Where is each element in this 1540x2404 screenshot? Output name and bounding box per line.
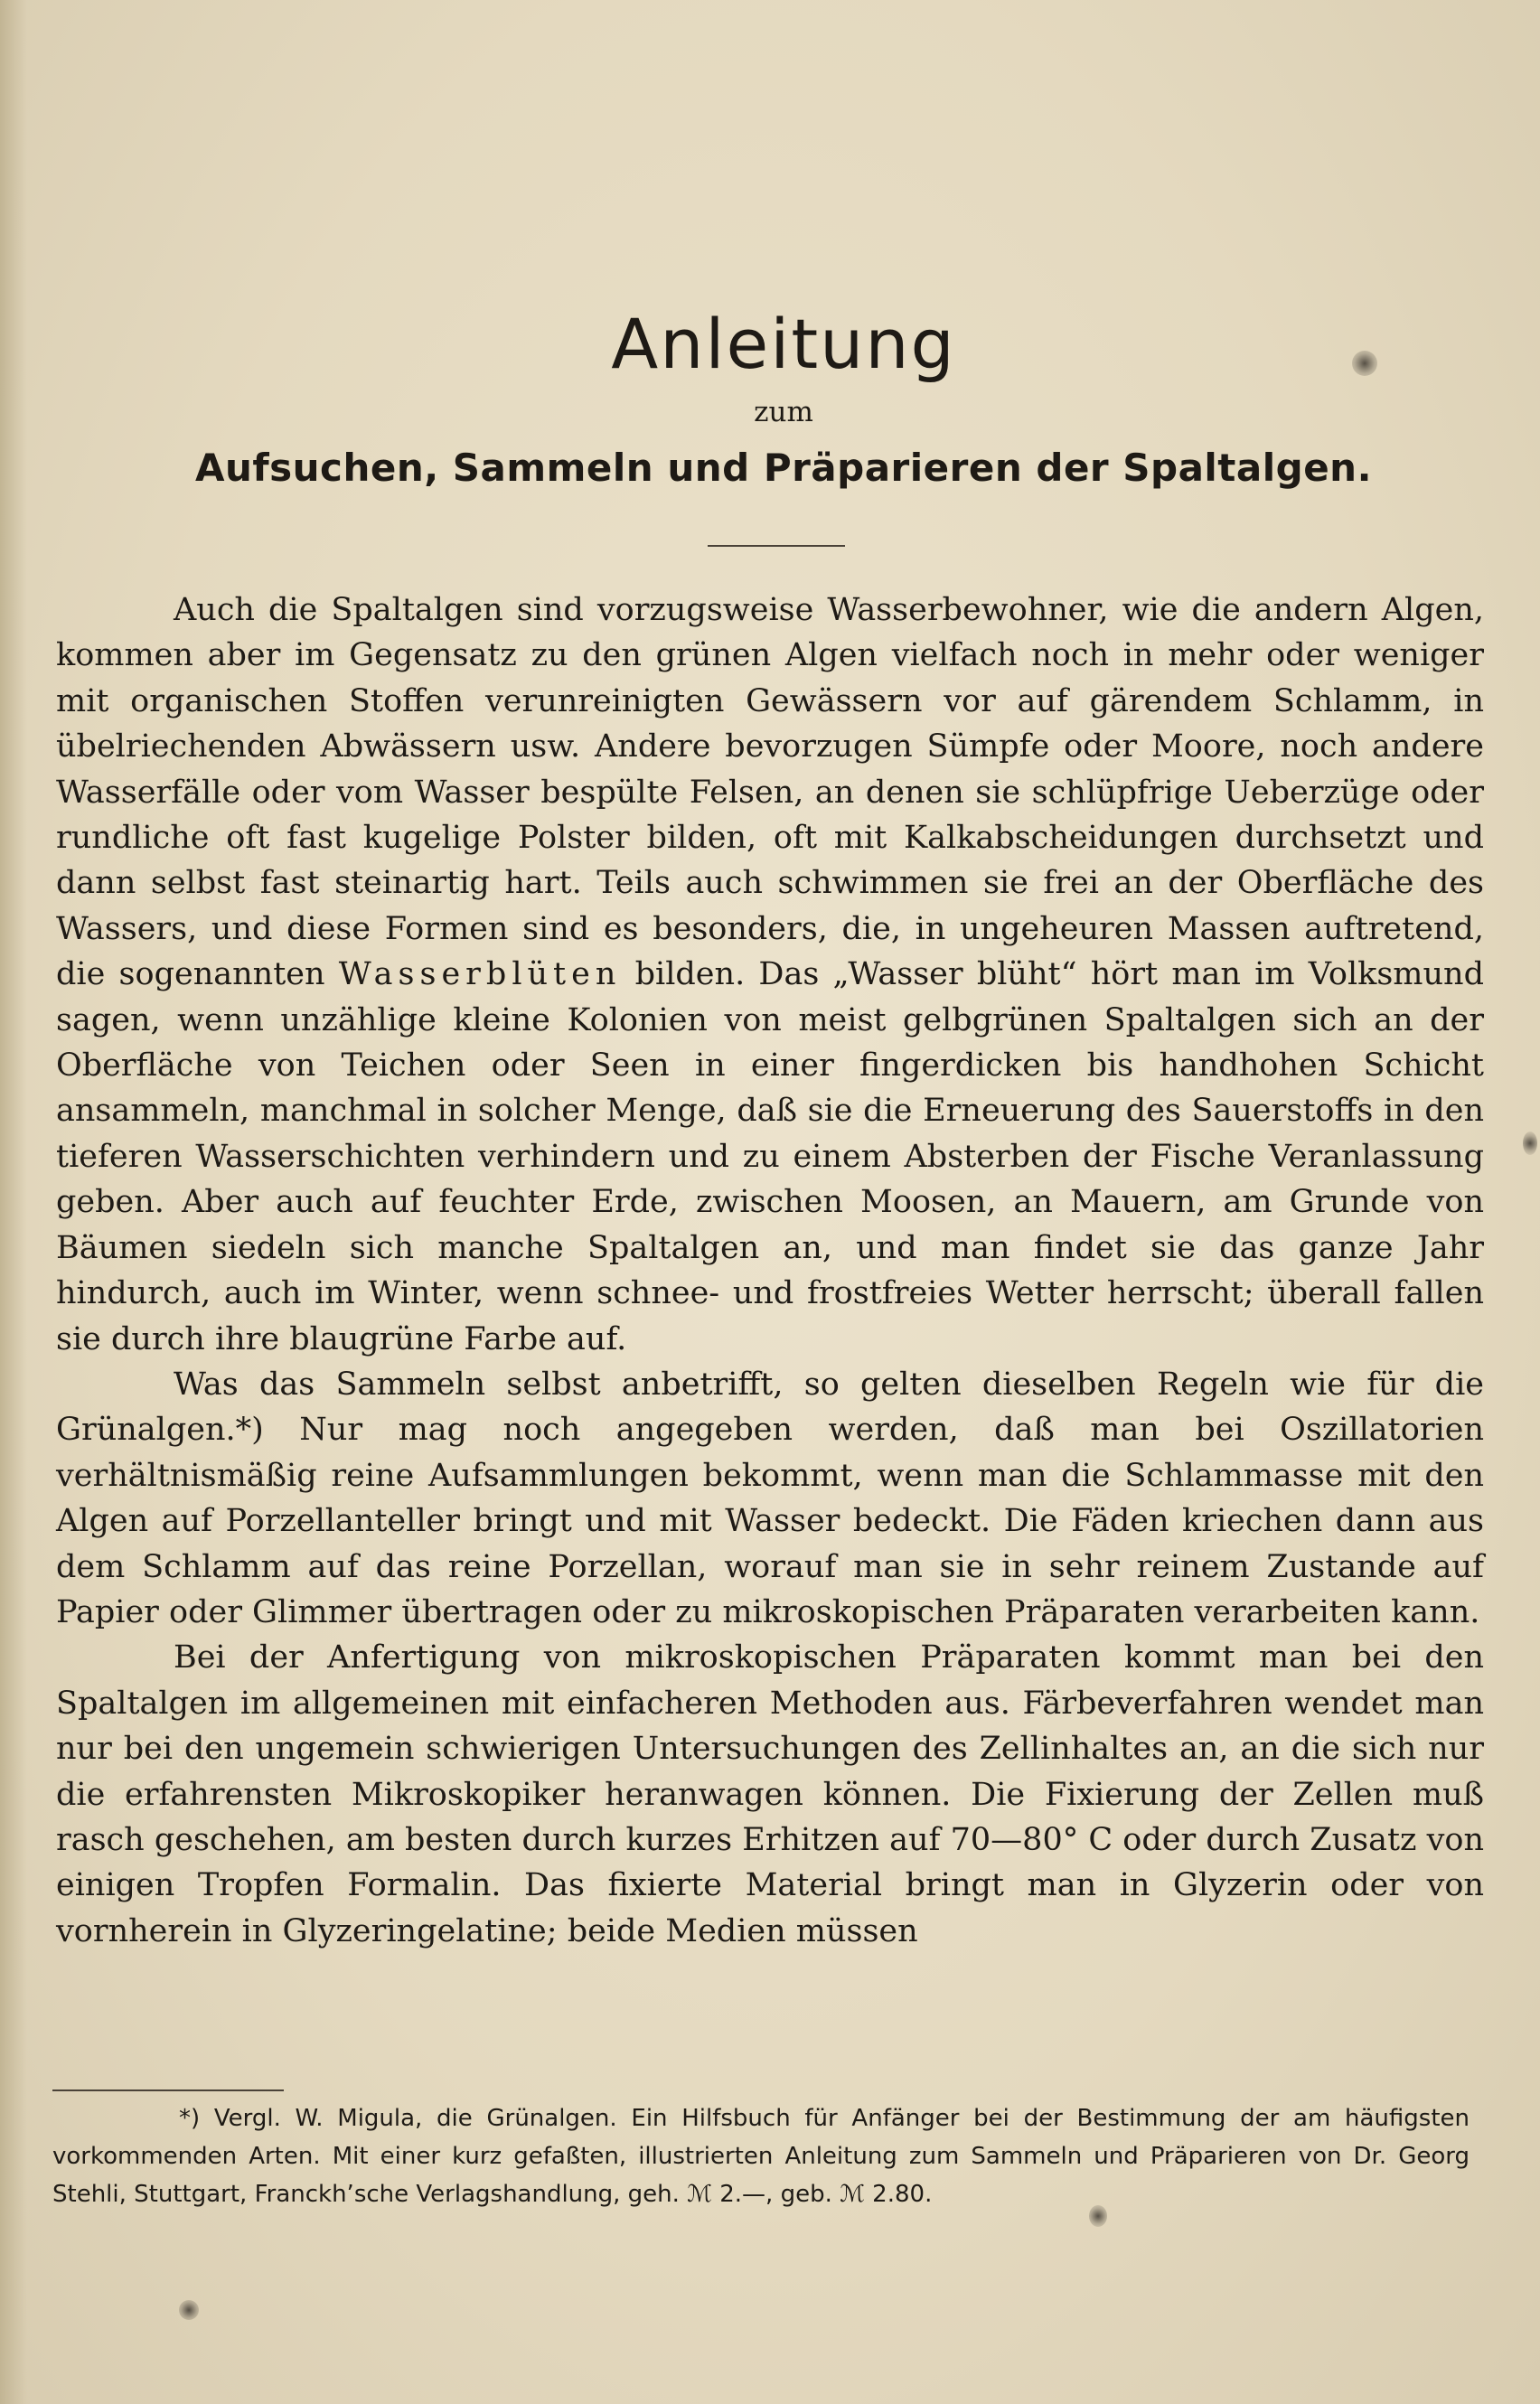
paragraph-1-text-start: Auch die Spaltalgen sind vorzugsweise Wasserbewohner, wie die andern Algen, kommen aber im Gegensatz zu den grünen Algen vielfach noch in mehr oder weniger mit organischen Stoffen verunreinigten Gewässern vor auf gärendem Schlamm, in übelriechenden Abwässern usw. Andere bevorzugen Sümpfe oder Moore, noch andere Wasserfälle oder vom Wasser bespülte Felsen, an denen sie schlüpfrige Ueberzüge oder rundliche oft fast kugelige Polster bilden, oft mit Kalkabscheidungen durchsetzt und dann selbst fast steinartig hart. Teils auch schwimmen sie frei an der Oberfläche des Wassers, und diese Formen sind es besonders, die, in ungeheuren Massen auftretend, die sogenannten	[56, 592, 1484, 993]
ink-spot	[1523, 1132, 1537, 1155]
title-divider	[708, 545, 845, 547]
paragraph-1	[56, 587, 1484, 1362]
paragraph-3: Bei der Anfertigung von mikroskopischen Präparaten kommt man bei den Spaltalgen im allgemeinen mit einfacheren Methoden aus. Färbeverfahren wendet man nur bei den ungemein schwierigen Untersuchungen des Zellinhaltes an, an die sich nur die erfahrensten Mikroskopiker heranwagen können. Die Fixierung der Zellen muß rasch geschehen, am besten durch kurzes Erhitzen auf 70—80° C oder durch Zusatz von einigen Tropfen Formalin. Das fixierte Material bringt man in Glyzerin oder von vornherein in Glyzeringelatine; beide Medien müssen	[56, 1639, 1484, 1949]
page-title: Anleitung	[611, 304, 956, 384]
paragraph-1-text-end: bilden. Das „Wasser blüht“ hört man im Volksmund sagen, wenn unzählige kleine Kolonien von meist gelbgrünen Spaltalgen sich an der Oberfläche von Teichen oder Seen in einer fingerdicken bis handhohen Schicht ansammeln, manchmal in solcher Menge, daß sie die Erneuerung des Sauerstoffs in den tieferen Wasserschichten verhindern und zu einem Absterben der Fische Veranlassung geben. Aber auch auf feuchter Erde, zwischen Moosen, an Mauern, am Grunde von Bäumen siedeln sich manche Spaltalgen an, und man findet sie das ganze Jahr hindurch, auch im Winter, wenn schnee- und frostfreies Wetter herrscht; überall fallen sie durch ihre blaugrüne Farbe auf.	[56, 956, 1484, 1357]
paragraph-2: Was das Sammeln selbst anbetrifft, so gelten dieselben Regeln wie für die Grünalgen.*) Nur mag noch angegeben werden, daß man bei Oszillatorien verhältnismäßig reine Aufsammlungen bekommt, wenn man die Schlammasse mit den Algen auf Porzellanteller bringt und mit Wasser bedeckt. Die Fäden kriechen dann aus dem Schlamm auf das reine Porzellan, worauf man sie in sehr reinem Zustande auf Papier oder Glimmer übertragen oder zu mikroskopischen Präparaten verarbeiten kann.	[56, 1366, 1484, 1630]
footnote: *) Vergl. W. Migula, die Grünalgen. Ein Hilfsbuch für Anfänger bei der Bestimmung der am häufigsten vorkommenden Arten. Mit einer kurz gefaßten, illustrierten Anleitung zum Sammeln und Präparieren von Dr. Georg Stehli, Stuttgart, Franckh’sche Verlagshandlung, geh. ℳ 2.—, geb. ℳ 2.80.	[52, 2105, 1470, 2208]
page-subtitle: Aufsuchen, Sammeln und Präparieren der Spaltalgen.	[194, 446, 1373, 490]
ink-spot	[179, 2300, 199, 2320]
title-connector: zum	[754, 396, 813, 428]
body-text	[56, 587, 1484, 1954]
footnote-divider	[52, 2089, 284, 2091]
emphasized-term: Wasserblüten	[338, 956, 622, 993]
